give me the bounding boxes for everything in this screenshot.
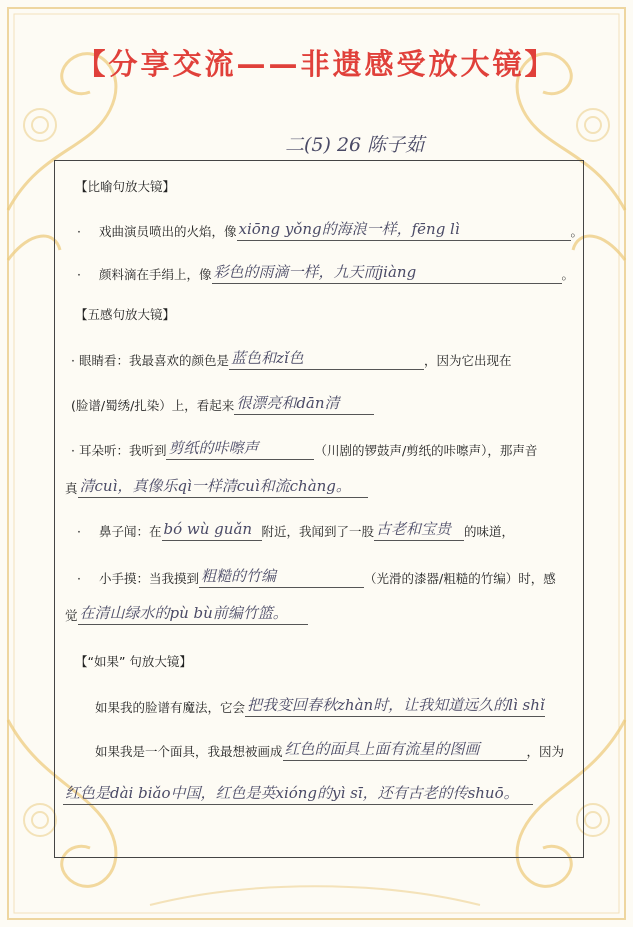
section-heading-if: 【“如果” 句放大镜】 xyxy=(75,654,192,669)
metaphor-question-1: · 戏曲演员喷出的火焰，像 xiōng yǒng的海浪一样，fēng lì 。 xyxy=(77,220,584,239)
metaphor-question-2: · 颜料滴在手绢上，像 彩色的雨滴一样，九天而jiàng 。 xyxy=(77,263,575,282)
section-heading-metaphor: 【比喻句放大镜】 xyxy=(75,179,176,194)
senses-eye-line1: · 眼睛看：我最喜欢的颜色是 蓝色和zǐ色 ，因为它出现在 xyxy=(71,349,512,368)
bullet-dot: · xyxy=(77,224,81,239)
prompt-text: · 耳朵听：我听到 xyxy=(71,443,167,458)
bullet-dot: · xyxy=(77,524,81,539)
prompt-text: 鼻子闻：在 xyxy=(99,524,162,539)
if-question-1 xyxy=(95,695,545,717)
answer-field[interactable]: 剪纸的咔嚓声 xyxy=(166,438,314,460)
answer-field[interactable]: 粗糙的竹编 xyxy=(199,566,364,588)
prompt-text: 真 xyxy=(65,481,78,496)
answer-field[interactable]: 很漂亮和dān清 xyxy=(234,393,374,415)
answer-field[interactable]: 古老和宝贵 xyxy=(374,519,464,541)
senses-hand-line2 xyxy=(65,603,308,625)
senses-hand-line1: · 小手摸：当我摸到 粗糙的竹编 （光滑的漆器/粗糙的竹编）时，感 xyxy=(77,567,556,586)
answer-field[interactable]: xiōng yǒng的海浪一样，fēng lì xyxy=(237,219,571,241)
answer-field[interactable]: 蓝色和zǐ色 xyxy=(229,348,424,370)
senses-eye-line2 xyxy=(71,393,374,415)
prompt-text: 如果我是一个面具，我最想被画成 xyxy=(95,744,283,759)
bullet-dot: · xyxy=(77,267,81,282)
page-title: 【分享交流——非遗感受放大镜】 xyxy=(76,47,557,81)
student-info: 二(5) 26 陈子茹 xyxy=(285,134,425,156)
worksheet-box xyxy=(54,160,584,858)
senses-nose-line: · 鼻子闻：在 bó wù guǎn 附近，我闻到了一股 古老和宝贵 的味道， xyxy=(77,520,515,539)
prompt-text: 觉 xyxy=(65,608,78,623)
bullet-dot: · xyxy=(77,571,81,586)
answer-field[interactable]: bó wù guǎn xyxy=(162,519,262,541)
answer-field[interactable]: 红色是dài biǎo中国，红色是英xióng的yì sī，还有古老的传shuō。 xyxy=(63,783,533,805)
answer-field[interactable]: 清cuì，真像乐qì一样清cuì和流chàng。 xyxy=(78,476,368,498)
section-heading-five-senses: 【五感句放大镜】 xyxy=(75,307,176,322)
answer-field[interactable]: 在清山绿水的pù bù前编竹篮。 xyxy=(78,603,308,625)
if-question-2-line1: 如果我是一个面具，我最想被画成 红色的面具上面有流星的图画 ，因为 xyxy=(95,740,565,759)
prompt-text: 小手摸：当我摸到 xyxy=(99,571,200,586)
prompt-text: 如果我的脸谱有魔法，它会 xyxy=(95,700,246,715)
if-question-2-line2 xyxy=(63,783,533,805)
prompt-text: 戏曲演员喷出的火焰，像 xyxy=(99,224,237,239)
prompt-text: (脸谱/蜀绣/扎染）上，看起来 xyxy=(71,398,235,413)
answer-field[interactable]: 把我变回春秋zhàn时，让我知道远久的lì shǐ xyxy=(245,695,545,717)
answer-field[interactable]: 红色的面具上面有流星的图画 xyxy=(283,739,527,761)
prompt-text: · 眼睛看：我最喜欢的颜色是 xyxy=(71,353,229,368)
prompt-text: 颜料滴在手绢上，像 xyxy=(99,267,212,282)
senses-ear-line1: · 耳朵听：我听到 剪纸的咔嚓声 （川剧的锣鼓声/剪纸的咔嚓声），那声音 xyxy=(71,439,538,458)
senses-ear-line2 xyxy=(65,476,368,498)
answer-field[interactable]: 彩色的雨滴一样，九天而jiàng xyxy=(212,262,562,284)
